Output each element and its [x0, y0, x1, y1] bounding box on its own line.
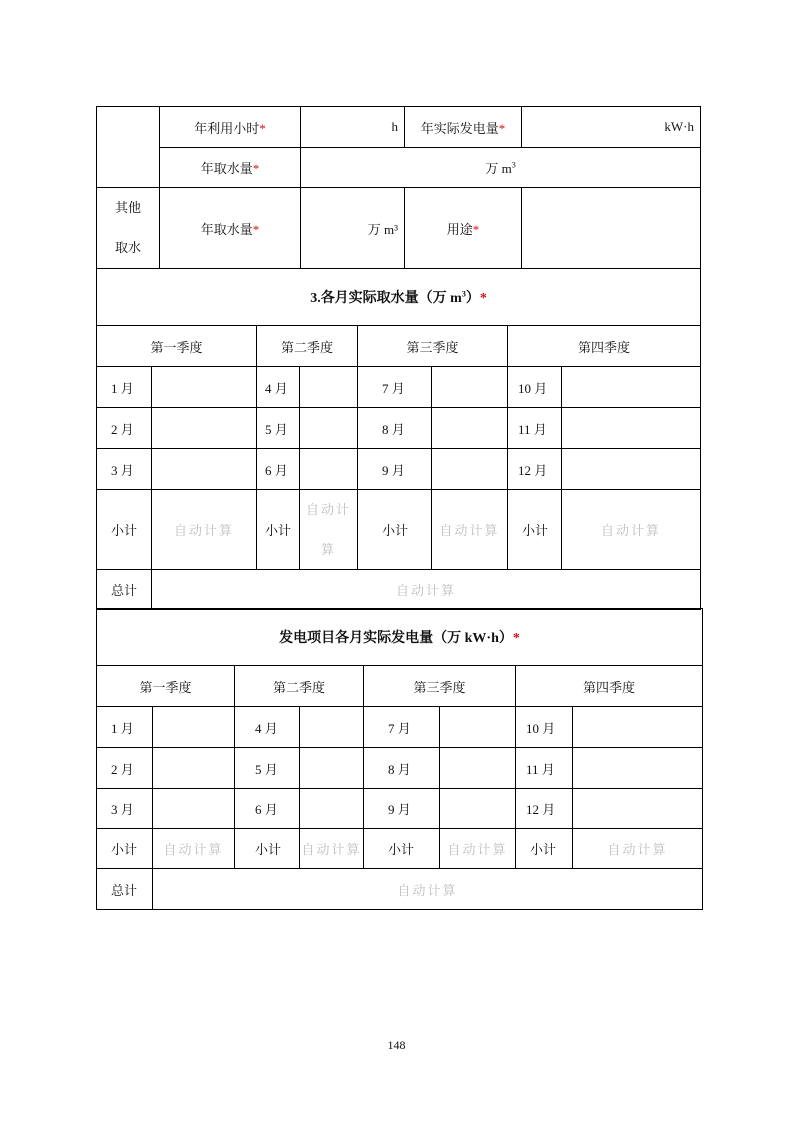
other-water-label: 年取水量 — [200, 221, 253, 237]
quarter-1-header: 第一季度 — [97, 326, 257, 367]
required-mark: * — [259, 120, 266, 136]
water-intake-unit: 万 m — [485, 161, 512, 176]
subtotal-auto: 自动计算 — [573, 829, 703, 869]
monthly-water-table — [96, 268, 701, 610]
month-label: 4 月 — [257, 367, 300, 408]
month-input[interactable] — [152, 408, 257, 449]
month-input[interactable] — [300, 367, 358, 408]
month-input[interactable] — [562, 367, 701, 408]
monthly-generation-table — [96, 608, 703, 910]
month-label: 5 月 — [235, 748, 300, 789]
month-label: 6 月 — [235, 789, 300, 829]
month-input[interactable] — [153, 707, 235, 748]
total-label: 总计 — [97, 570, 152, 610]
month-input[interactable] — [562, 449, 701, 490]
month-label: 11 月 — [508, 408, 562, 449]
required-mark: * — [252, 161, 260, 176]
month-input[interactable] — [152, 367, 257, 408]
quarter-3-header: 第三季度 — [358, 326, 508, 367]
month-input[interactable] — [440, 748, 516, 789]
month-label: 7 月 — [358, 367, 432, 408]
subtotal-label: 小计 — [257, 490, 300, 570]
subtotal-auto: 自动计算 — [432, 490, 508, 570]
month-input[interactable] — [562, 408, 701, 449]
quarter-4-header: 第四季度 — [508, 326, 701, 367]
month-input[interactable] — [300, 707, 364, 748]
total-auto: 自动计算 — [152, 570, 701, 610]
month-label: 9 月 — [364, 789, 440, 829]
water-intake-label-cell — [160, 148, 301, 188]
annual-hours-unit: h — [391, 119, 398, 134]
subtotal-label: 小计 — [364, 829, 440, 869]
month-label: 3 月 — [97, 789, 153, 829]
water-intake-input[interactable] — [301, 148, 701, 188]
actual-generation-input[interactable] — [522, 107, 701, 148]
total-label: 总计 — [97, 869, 153, 910]
annual-hours-label-cell — [160, 107, 301, 148]
annual-hours-label: 年利用小时 — [194, 120, 260, 136]
quarter-1-header: 第一季度 — [97, 666, 235, 707]
month-input[interactable] — [300, 789, 364, 829]
month-input[interactable] — [153, 748, 235, 789]
quarter-2-header: 第二季度 — [257, 326, 358, 367]
month-input[interactable] — [573, 748, 703, 789]
month-label: 8 月 — [364, 748, 440, 789]
actual-generation-unit: kW·h — [664, 119, 694, 134]
monthly-water-title: 3.各月实际取水量（万 $m^3)*$ — [97, 269, 701, 326]
month-label: 3 月 — [97, 449, 152, 490]
subtotal-label: 小计 — [97, 490, 152, 570]
subtotal-auto: 自动计算 — [440, 829, 516, 869]
month-input[interactable] — [440, 789, 516, 829]
month-label: 2 月 — [97, 408, 152, 449]
month-label: 1 月 — [97, 707, 153, 748]
subtotal-auto: 自动计 算 — [300, 490, 358, 570]
generation-water-table — [96, 106, 701, 269]
required-mark: * — [252, 221, 260, 237]
other-water-input[interactable] — [301, 188, 405, 269]
required-mark: * — [472, 221, 480, 237]
month-label: 12 月 — [508, 449, 562, 490]
other-water-unit: 万 m³ — [367, 221, 398, 237]
month-label: 5 月 — [257, 408, 300, 449]
month-input[interactable] — [300, 408, 358, 449]
actual-generation-label: 年实际发电量 — [420, 120, 499, 136]
month-label: 4 月 — [235, 707, 300, 748]
month-input[interactable] — [300, 748, 364, 789]
month-label: 9 月 — [358, 449, 432, 490]
total-auto: 自动计算 — [153, 869, 703, 910]
month-input[interactable] — [432, 449, 508, 490]
other-intake-label-cell — [97, 188, 160, 269]
purpose-label: 用途 — [446, 221, 473, 237]
purpose-label-cell — [405, 188, 522, 269]
water-intake-label: 年取水量 — [200, 161, 253, 176]
annual-hours-input[interactable] — [301, 107, 405, 148]
month-label: 1 月 — [97, 367, 152, 408]
month-label: 7 月 — [364, 707, 440, 748]
monthly-generation-title: 发电项目各月实际发电量（万 kW·h）* — [97, 609, 703, 666]
month-input[interactable] — [432, 367, 508, 408]
subtotal-label: 小计 — [235, 829, 300, 869]
quarter-3-header: 第三季度 — [364, 666, 516, 707]
page-number: 148 — [387, 1038, 406, 1052]
month-label: 11 月 — [516, 748, 573, 789]
purpose-input[interactable] — [522, 188, 701, 269]
required-mark: * — [498, 120, 506, 136]
month-input[interactable] — [573, 789, 703, 829]
subtotal-label: 小计 — [508, 490, 562, 570]
subtotal-auto: 自动计算 — [300, 829, 364, 869]
month-input[interactable] — [300, 449, 358, 490]
month-input[interactable] — [152, 449, 257, 490]
subtotal-auto: 自动计算 — [153, 829, 235, 869]
blank-label-cell — [97, 107, 160, 188]
quarter-4-header: 第四季度 — [516, 666, 703, 707]
other-intake-label-1: 其他 — [114, 200, 141, 215]
subtotal-auto: 自动计算 — [152, 490, 257, 570]
required-mark: * — [479, 291, 487, 306]
month-input[interactable] — [432, 408, 508, 449]
subtotal-label: 小计 — [358, 490, 432, 570]
month-label: 2 月 — [97, 748, 153, 789]
month-label: 8 月 — [358, 408, 432, 449]
subtotal-label: 小计 — [97, 829, 153, 869]
other-water-label-cell — [160, 188, 301, 269]
subtotal-label: 小计 — [516, 829, 573, 869]
required-mark: * — [512, 631, 520, 646]
subtotal-auto: 自动计算 — [562, 490, 701, 570]
water-intake-unit-sup: 3 — [511, 160, 516, 170]
other-intake-label-2: 取水 — [114, 240, 141, 255]
month-input[interactable] — [573, 707, 703, 748]
month-input[interactable] — [153, 789, 235, 829]
month-label: 10 月 — [508, 367, 562, 408]
month-label: 10 月 — [516, 707, 573, 748]
quarter-2-header: 第二季度 — [235, 666, 364, 707]
month-input[interactable] — [440, 707, 516, 748]
actual-generation-label-cell — [405, 107, 522, 148]
month-label: 12 月 — [516, 789, 573, 829]
month-label: 6 月 — [257, 449, 300, 490]
